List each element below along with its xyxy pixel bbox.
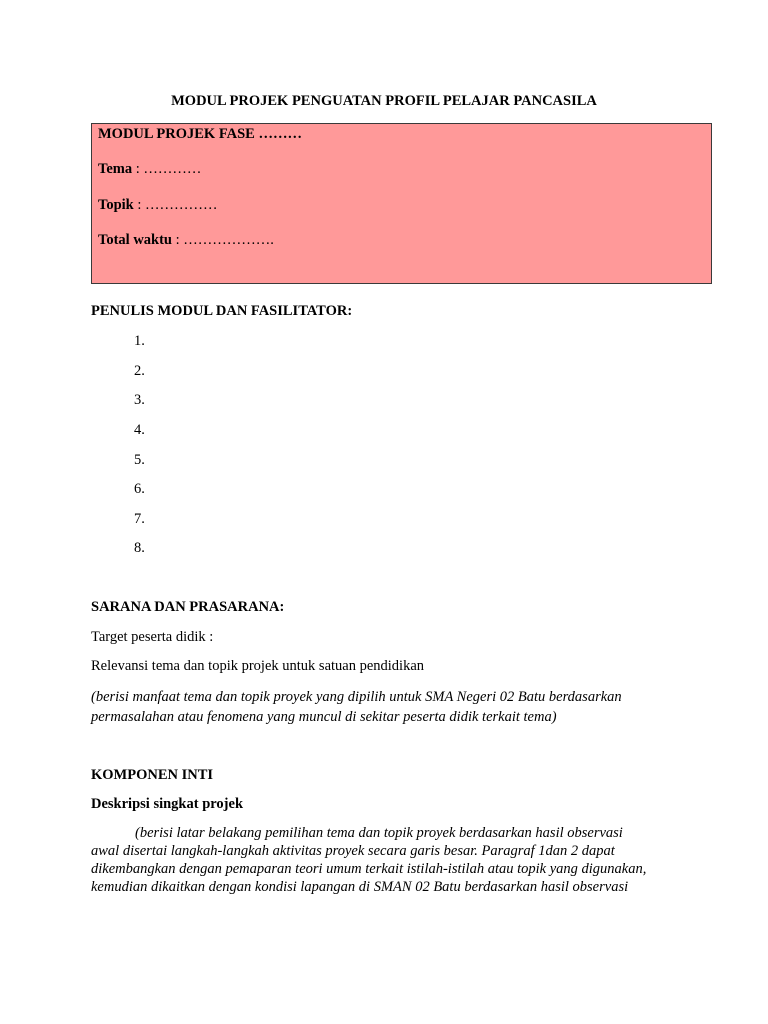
info-box xyxy=(91,123,712,284)
penulis-heading: PENULIS MODUL DAN FASILITATOR: xyxy=(91,303,353,319)
relevansi-label: Relevansi tema dan topik projek untuk satuan pendidikan xyxy=(91,658,425,674)
list-item: 7. xyxy=(134,511,145,527)
list-item: 8. xyxy=(134,540,145,556)
fase-row xyxy=(98,126,302,143)
topik-value: : …………… xyxy=(133,197,218,213)
list-item: 3. xyxy=(134,392,145,408)
target-peserta-label: Target peserta didik : xyxy=(91,629,214,645)
komponen-heading: KOMPONEN INTI xyxy=(91,767,214,783)
deskripsi-line: awal disertai langkah-langkah aktivitas proyek secara garis besar. Paragraf 1dan 2 dapat xyxy=(91,843,615,859)
fase-label: MODUL PROJEK FASE ……… xyxy=(98,126,302,142)
waktu-value: : ………………. xyxy=(172,232,274,248)
deskripsi-line: kemudian dikaitkan dengan kondisi lapangan di SMAN 02 Batu berdasarkan hasil observasi xyxy=(91,879,629,895)
relevansi-note xyxy=(91,687,691,727)
relevansi-note-line: permasalahan atau fenomena yang muncul di sekitar peserta didik terkait tema) xyxy=(91,709,557,725)
topik-row xyxy=(98,197,218,214)
topik-label: Topik xyxy=(98,197,134,213)
deskripsi-line: dikembangkan dengan pemaparan teori umum terkait istilah-istilah atau topik yang digunakan, xyxy=(91,861,647,877)
list-item: 5. xyxy=(134,452,145,468)
sarana-heading: SARANA DAN PRASARANA: xyxy=(91,599,285,615)
deskripsi-paragraph xyxy=(91,824,703,896)
tema-value: : ………… xyxy=(132,161,202,177)
list-item: 1. xyxy=(134,333,145,349)
waktu-label: Total waktu xyxy=(98,232,173,248)
deskripsi-heading: Deskripsi singkat projek xyxy=(91,796,244,812)
deskripsi-line: (berisi latar belakang pemilihan tema dan topik proyek berdasarkan hasil observasi xyxy=(135,825,623,841)
tema-label: Tema xyxy=(98,161,133,177)
relevansi-note-line: (berisi manfaat tema dan topik proyek yang dipilih untuk SMA Negeri 02 Batu berdasarkan xyxy=(91,689,622,705)
waktu-row xyxy=(98,232,274,249)
document-title: MODUL PROJEK PENGUATAN PROFIL PELAJAR PANCASILA xyxy=(171,93,597,109)
tema-row xyxy=(98,161,201,178)
list-item: 2. xyxy=(134,363,145,379)
list-item: 4. xyxy=(134,422,145,438)
list-item: 6. xyxy=(134,481,145,497)
